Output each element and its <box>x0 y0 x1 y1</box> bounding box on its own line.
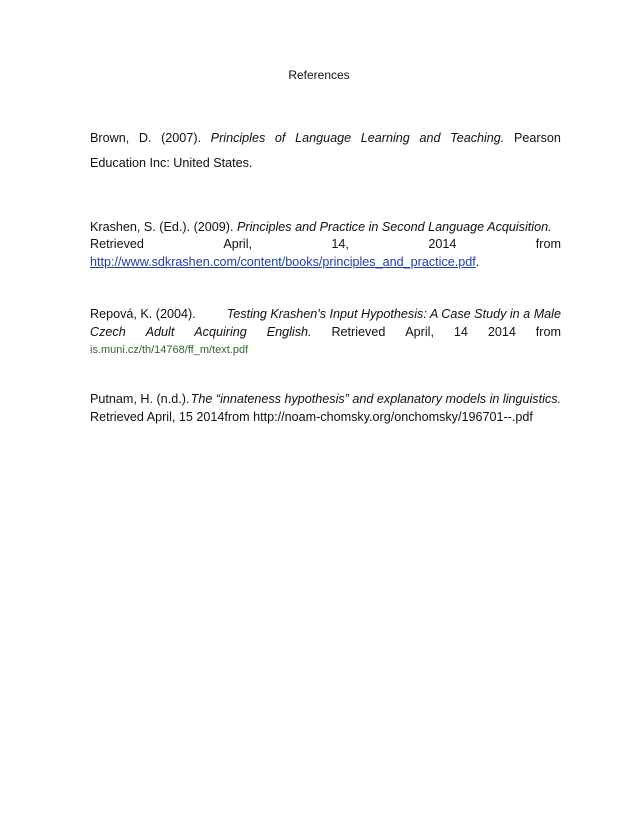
ref-author: Krashen, S. (Ed.). (2009). <box>90 220 237 234</box>
ref-url-tail: . <box>475 255 480 269</box>
ref-word: 14 <box>453 324 468 339</box>
ref-title-word: Czech <box>90 324 126 339</box>
reference-line: Retrieved April, 15 2014from http://noam-chomsky.org/onchomsky/196701--.pdf <box>90 409 533 424</box>
reference-line <box>90 306 561 324</box>
ref-word: 2014 <box>428 237 457 251</box>
page-title: References <box>288 68 350 82</box>
ref-title-word: English. <box>266 324 312 339</box>
reference-line <box>90 324 561 342</box>
ref-word: 14, <box>331 237 349 251</box>
ref-word: Pearson <box>513 131 561 145</box>
ref-url-link[interactable]: is.muni.cz/th/14768/ff_m/text.pdf <box>90 344 249 356</box>
reference-putnam <box>90 391 561 426</box>
ref-title-word: and <box>419 131 441 145</box>
ref-word: D. <box>138 131 152 145</box>
reference-brown <box>90 129 561 172</box>
reference-krashen <box>90 219 561 271</box>
ref-word: 2014 <box>487 324 516 339</box>
reference-line <box>90 219 561 236</box>
ref-word: April, <box>223 237 253 251</box>
ref-title-word: Teaching. <box>450 131 505 145</box>
ref-title: Testing Krashen's Input Hypothesis: A Case Study in a Male <box>226 307 561 321</box>
reference-line <box>90 236 561 253</box>
ref-title-word: Adult <box>145 324 175 339</box>
reference-repova <box>90 306 561 360</box>
ref-word: (2007). <box>161 131 202 145</box>
ref-title-word: of <box>274 131 286 145</box>
ref-title-word: Principles <box>210 131 266 145</box>
ref-author: Putnam, H. (n.d.). <box>90 392 190 406</box>
ref-author: Repová, K. (2004). <box>90 307 196 321</box>
ref-word: Retrieved <box>331 324 386 339</box>
reference-line: Education Inc: United States. <box>90 156 253 170</box>
ref-word: from <box>535 237 561 251</box>
ref-title: The “innateness hypothesis” and explanatory models in linguistics. <box>190 392 561 406</box>
ref-title-word: Acquiring <box>194 324 247 339</box>
ref-word: April, <box>405 324 434 339</box>
ref-title-word: Learning <box>360 131 410 145</box>
ref-url-link[interactable]: http://www.sdkrashen.com/content/books/principles_and_practice.pdf <box>90 255 476 269</box>
reference-line <box>90 341 561 360</box>
ref-title: Principles and Practice in Second Language Acquisition. <box>237 220 552 234</box>
ref-word: Retrieved <box>90 237 144 251</box>
reference-line <box>90 254 561 271</box>
ref-title-word: Language <box>295 131 352 145</box>
reference-line <box>90 391 561 409</box>
reference-line <box>90 129 561 147</box>
ref-word: from <box>535 324 561 339</box>
ref-word: Brown, <box>90 131 130 145</box>
